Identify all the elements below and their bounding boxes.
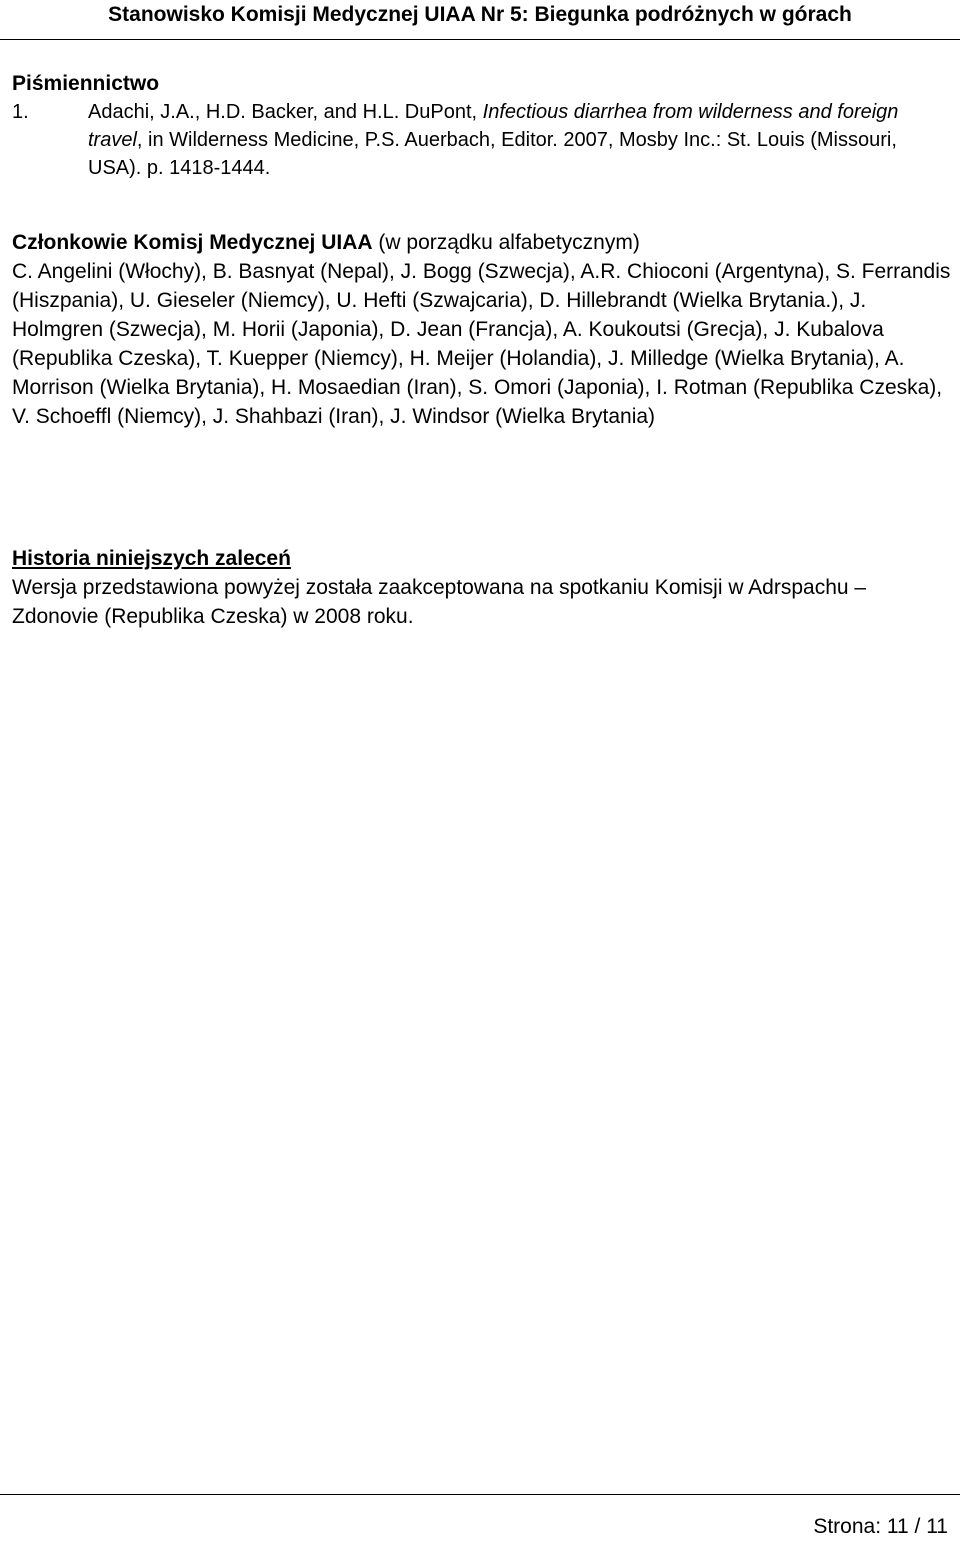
history-text: Wersja przedstawiona powyżej została zaakceptowana na spotkaniu Komisji w Adrspachu – Zdonovie (Republika Czeska) w 2008 roku. [12, 576, 867, 628]
references-section [12, 70, 952, 182]
reference-item [12, 98, 952, 182]
history-section [12, 545, 952, 631]
members-heading-note: (w porządku alfabetycznym) [372, 231, 640, 254]
history-heading: Historia niniejszych zaleceń [12, 547, 291, 570]
reference-rest: , in Wilderness Medicine, P.S. Auerbach, Editor. 2007, Mosby Inc.: St. Louis (Missouri, USA). p. 1418-1444. [88, 129, 897, 179]
reference-authors: Adachi, J.A., H.D. Backer, and H.L. DuPont, [88, 101, 483, 123]
members-heading-bold: Członkowie Komisj Medycznej UIAA [12, 231, 373, 254]
page-footer [0, 1494, 960, 1548]
page-header [0, 0, 960, 40]
reference-title: Infectious diarrhea from wilderness and foreign travel [88, 101, 899, 151]
members-heading [12, 228, 952, 257]
members-list: C. Angelini (Włochy), B. Basnyat (Nepal), J. Bogg (Szwecja), A.R. Chioconi (Argentyna), S. Ferrandis (Hiszpania), U. Gieseler (Niemcy), U. Hefti (Szwajcaria), D. Hillebrandt (Wielka Brytania.), J. Holmgren (Szwecja), M. Horii (Japonia), D. Jean (Francja), A. Koukoutsi (Grecja), J. Kubalova (Republika Czeska), T. Kuepper (Niemcy), H. Meijer (Holandia), J. Milledge (Wielka Brytania), A. Morrison (Wielka Brytania), H. Mosaedian (Iran), S. Omori (Japonia), I. Rotman (Republika Czeska), V. Schoeffl (Niemcy), J. Shahbazi (Iran), J. Windsor (Wielka Brytania) [12, 260, 951, 428]
page-number: Strona: 11 / 11 [813, 1515, 948, 1538]
members-section [12, 228, 952, 431]
document-title: Stanowisko Komisji Medycznej UIAA Nr 5: Biegunka podróżnych w górach [108, 3, 852, 26]
references-heading: Piśmiennictwo [12, 72, 160, 95]
reference-number: 1. [12, 101, 29, 123]
